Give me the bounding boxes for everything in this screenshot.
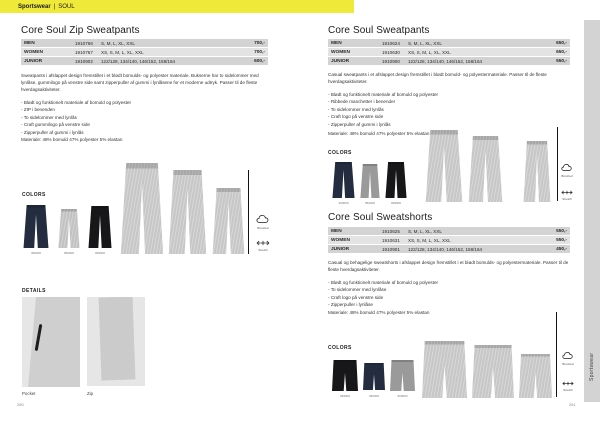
header-collection: SOUL: [58, 3, 75, 10]
right-product-title-sweatshorts: Core Soul Sweatshorts: [328, 212, 433, 223]
row-sizes: S, M, L, XL, XXL: [101, 40, 135, 46]
icon-caption: Stretch: [562, 197, 572, 201]
feature-item: - To sidelommer med lynlås: [328, 106, 576, 113]
stretch-icon: [256, 239, 270, 247]
feature-item: - Blødt og funktionelt materiale af bomuld og polyester: [328, 279, 576, 286]
row-price: 550,-: [556, 237, 567, 243]
right-feature-list-sweatpants: [328, 91, 576, 128]
detail-photo-pocket: [22, 297, 80, 387]
model-photo-sweatpants-women: [168, 170, 207, 254]
icon-caption: Stretch: [258, 248, 268, 252]
swatch-pants-black: [385, 162, 407, 198]
right-material-info-sweatpants: Materiale: 48% bomuld 47% polyester 5% elastan: [328, 131, 430, 136]
right-size-price-table-sweatpants: [328, 39, 570, 65]
swatch-pants-navy: [332, 162, 355, 198]
model-photo-sweatpants-junior: [523, 141, 551, 202]
row-label: MEN: [331, 40, 342, 46]
feature-item: - To sidelommer med lynlåse: [328, 286, 576, 293]
cloud-soft-icon: [256, 214, 270, 224]
row-code: 1910900: [382, 58, 400, 64]
row-label: MEN: [331, 228, 342, 234]
table-row: [328, 57, 570, 65]
swatch-code: 950000: [364, 201, 375, 205]
left-size-price-table: [21, 39, 268, 65]
swatch-code: 999000: [339, 394, 350, 398]
swatch-shorts-navy: [363, 363, 385, 390]
right-material-info-sweatshorts: Materiale: 48% bomuld 47% polyester 5% elastan: [328, 310, 430, 315]
row-label: JUNIOR: [331, 246, 350, 252]
swatch-code: 390000: [368, 394, 379, 398]
row-sizes: 122/128, 134/140, 146/152, 158/164: [101, 58, 176, 64]
icon-caption: Stretch: [563, 388, 573, 392]
model-photo-sweatshorts-junior: [519, 354, 552, 398]
swatch-code: 950000: [397, 394, 408, 398]
swatch-pants-black: [88, 206, 112, 248]
row-label: JUNIOR: [331, 58, 350, 64]
header-separator: |: [53, 3, 56, 10]
row-code: 1910624: [382, 40, 400, 46]
row-sizes: S, M, L, XL, XXL: [408, 228, 442, 234]
row-price: 700,-: [254, 49, 265, 55]
cloud-soft-icon: [561, 163, 573, 172]
table-row: [21, 39, 268, 47]
feature-item: - ZIP i benenden: [21, 106, 271, 113]
right-colors-label-sweatshorts: COLORS: [328, 345, 352, 351]
feature-item: - Craft gummilogo på venstre side: [21, 121, 271, 128]
right-product-title-sweatpants: Core Soul Sweatpants: [328, 25, 430, 36]
model-photo-sweatpants-men: [120, 163, 164, 254]
feature-item: - To sidelommer med lynlås: [21, 114, 271, 121]
model-photo-sweatpants-men: [425, 130, 463, 202]
swatch-code: 999000: [390, 201, 401, 205]
details-label: DETAILS: [22, 288, 46, 294]
table-row: [21, 57, 268, 65]
swatch-pants-grey: [360, 164, 380, 198]
row-price: 550,-: [556, 58, 567, 64]
detail-caption: Pocket: [22, 391, 36, 396]
swatch-code: 390000: [30, 251, 41, 255]
right-colors-label-sweatpants: COLORS: [328, 150, 352, 156]
row-sizes: XS, S, M, L, XL, XXL: [408, 237, 451, 243]
model-photo-sweatpants-women: [468, 136, 503, 202]
swatch-code: 999000: [94, 251, 105, 255]
cloud-soft-icon: [562, 351, 574, 360]
model-photo-sweatshorts-men: [422, 341, 467, 398]
table-row: [328, 48, 570, 56]
header-bar: [0, 0, 354, 13]
row-sizes: 122/128, 134/140, 146/152, 158/164: [408, 58, 483, 64]
swatch-shorts-black: [332, 360, 358, 391]
left-feature-list: [21, 99, 271, 136]
row-label: MEN: [24, 40, 35, 46]
row-price: 600,-: [254, 58, 265, 64]
right-feature-list-sweatshorts: [328, 279, 576, 309]
table-row: [328, 245, 570, 253]
fabric-closeup: [98, 297, 134, 380]
row-price: 650,-: [556, 49, 567, 55]
swatch-code: 950000: [63, 251, 74, 255]
row-sizes: S, M, L, XL, XXL: [408, 40, 442, 46]
feature-item: - Ribbede manchetter i benender: [328, 98, 576, 105]
row-code: 1910767: [75, 49, 93, 55]
row-price: 650,-: [556, 40, 567, 46]
page-number-left: 260: [17, 402, 24, 407]
row-sizes: XS, S, M, L, XL, XXL: [101, 49, 144, 55]
row-price: 700,-: [254, 40, 265, 46]
swatch-shorts-grey: [390, 360, 415, 391]
swatch-code: 390000: [338, 201, 349, 205]
side-tab-label: Sportswear: [589, 352, 595, 382]
right-description-sweatpants: Casual sweatpants i et afslappet design fremstillet i blødt bomuld- og polyestermateriale. Passer til de fleste hverdagsaktiviteter.: [328, 72, 547, 85]
stretch-icon: [562, 380, 574, 387]
swatch-pants-navy: [23, 205, 49, 248]
row-code: 1910902: [75, 58, 93, 64]
feature-item: - Zipperpuller af gummi i lynlås: [21, 129, 271, 136]
row-code: 1910631: [382, 237, 400, 243]
model-photo-sweatshorts-women: [472, 345, 514, 398]
row-sizes: XS, S, M, L, XL, XXL: [408, 49, 451, 55]
icon-caption: Brushed: [562, 362, 574, 366]
left-colors-label: COLORS: [22, 192, 46, 198]
row-code: 1910901: [382, 246, 400, 252]
left-material-info: Materiale: 48% bomuld 47% polyester 5% elastan: [21, 137, 123, 142]
stretch-icon: [561, 189, 573, 196]
table-row: [328, 236, 570, 244]
table-row: [328, 39, 570, 47]
row-code: 1910630: [382, 49, 400, 55]
swatch-pants-grey: [58, 209, 80, 248]
icon-caption: Brushed: [561, 174, 573, 178]
row-label: WOMEN: [331, 237, 350, 243]
row-code: 1910625: [382, 228, 400, 234]
right-size-price-table-sweatshorts: [328, 227, 570, 253]
header-brand: Sportswear: [18, 3, 51, 10]
feature-item: - Blødt og funktionelt materiale af bomuld og polyester: [328, 91, 576, 98]
divider-line: [248, 170, 249, 254]
feature-item: - Zipperpuller i lynlåse: [328, 301, 576, 308]
detail-photo-zip: [87, 297, 145, 386]
table-row: [328, 227, 570, 235]
feature-item: - Zipperpuller af gummi i lynlås: [328, 121, 576, 128]
icon-caption: Brushed: [257, 226, 269, 230]
row-price: 450,-: [556, 246, 567, 252]
feature-item: - Craft logo på venstre side: [328, 113, 576, 120]
row-label: WOMEN: [331, 49, 350, 55]
row-code: 1910766: [75, 40, 93, 46]
page-number-right: 261: [569, 402, 576, 407]
divider-line: [556, 312, 557, 397]
row-label: WOMEN: [24, 49, 43, 55]
divider-line: [557, 127, 558, 201]
feature-item: - Blødt og funktionelt materiale af bomuld og polyester: [21, 99, 271, 106]
detail-caption: Zip: [87, 391, 94, 396]
feature-item: - Craft logo på venstre side: [328, 294, 576, 301]
left-description: Sweatpants i afslappet design fremstillet i et blødt bomulds- og polyester materiale. Bukserne har to sidelommer med lynlåse, gummilogo på venstre side samt zipperpuller af gummi i lynlåsene for et moderne udtryk. Passer til de fleste hverdagsaktiviteter.: [21, 73, 259, 93]
right-description-sweatshorts: Casual og behagelige sweatshorts i afslappet design fremstillet i et blødt bomulds- og polyestermateriale. Passer til de fleste hverdagsaktiviteter.: [328, 260, 569, 273]
table-row: [21, 48, 268, 56]
row-label: JUNIOR: [24, 58, 43, 64]
row-sizes: 122/128, 134/140, 146/152, 158/164: [408, 246, 483, 252]
left-product-title: Core Soul Zip Sweatpants: [21, 25, 140, 36]
model-photo-sweatpants-junior: [212, 188, 245, 254]
row-price: 550,-: [556, 228, 567, 234]
